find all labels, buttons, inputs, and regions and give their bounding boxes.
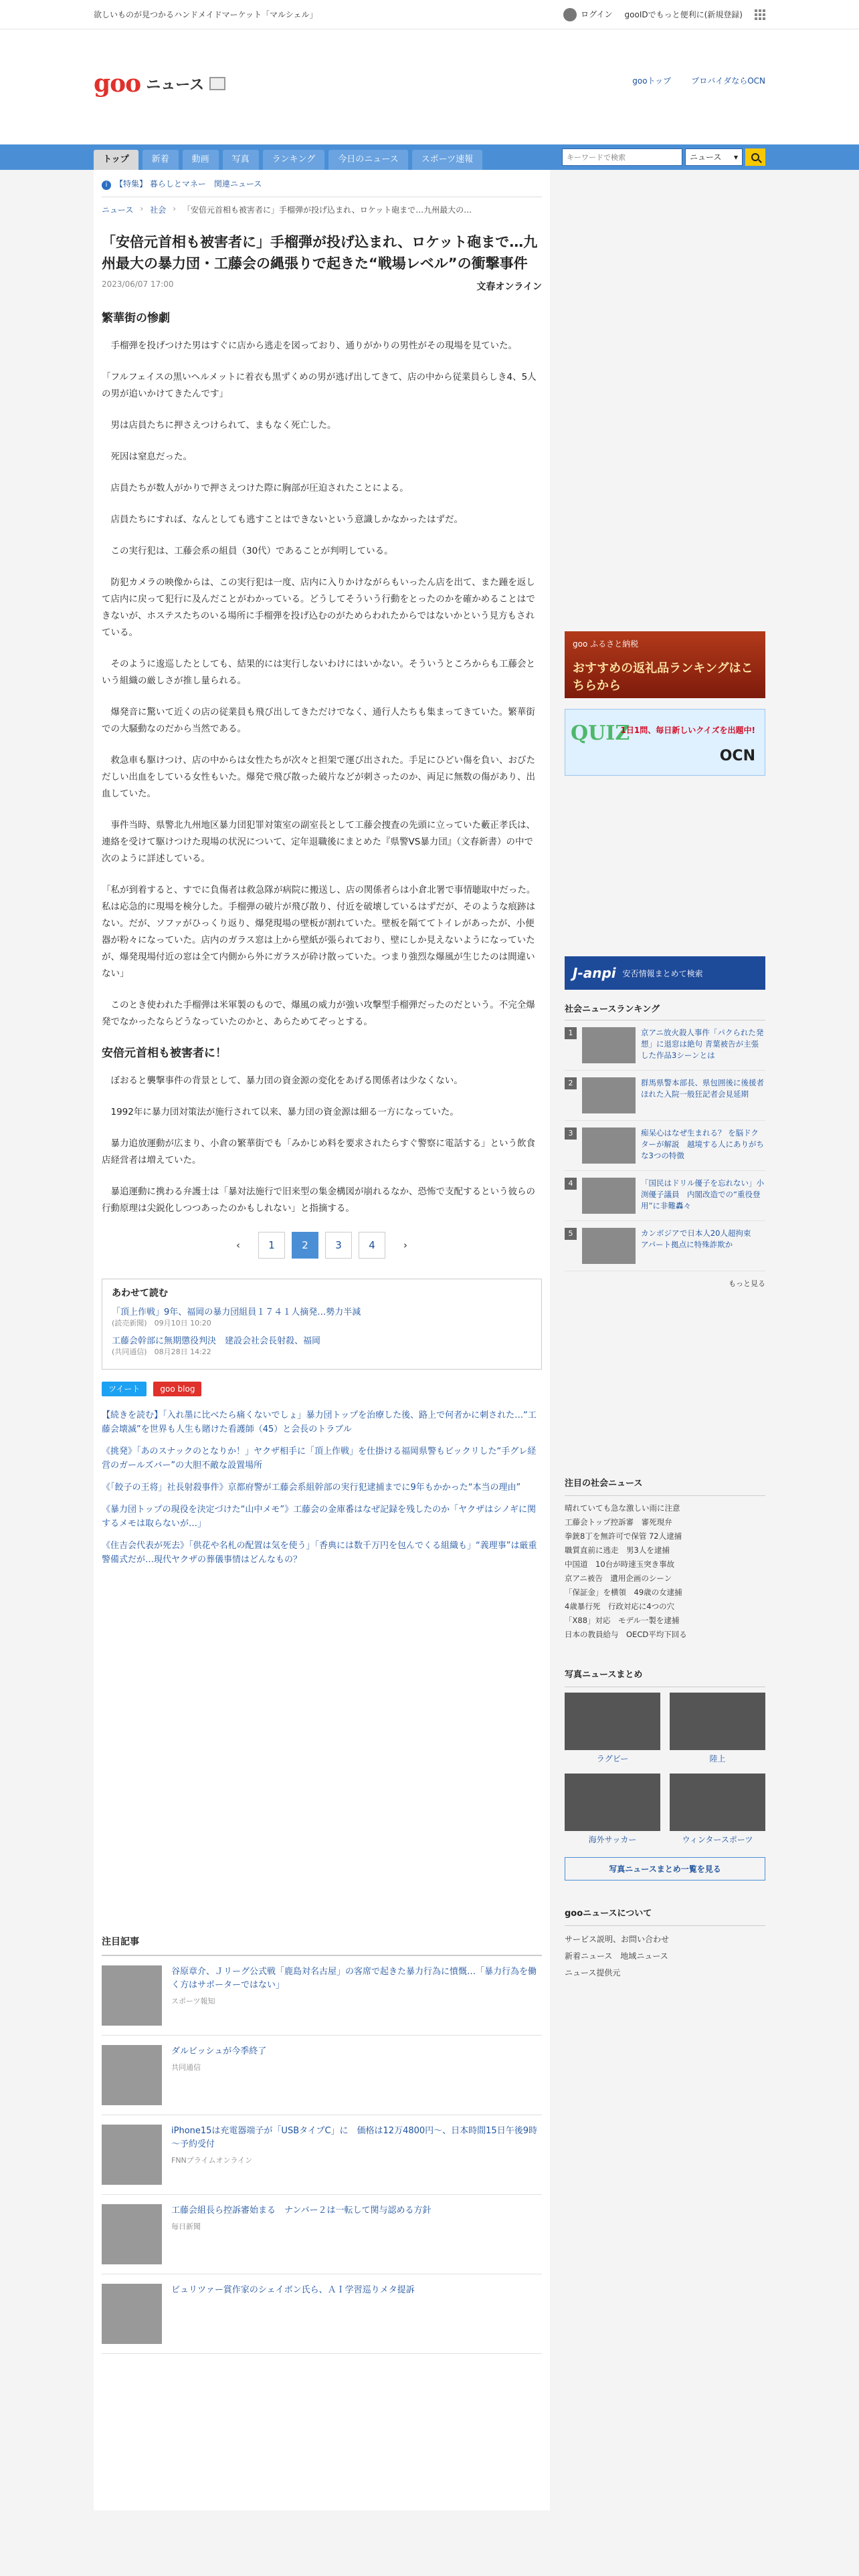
goo-top-link[interactable]: gooトップ <box>632 76 672 86</box>
ranking-item[interactable]: 3 痴呆心はなぜ生まれる？ を脳ドクターが解説 越境する人にありがちな3つの特徴 <box>565 1121 765 1171</box>
attention-link[interactable]: 拳銃8丁を無許可で保管 72人逮捕 <box>565 1531 682 1541</box>
breadcrumb-news[interactable]: ニュース <box>102 205 134 215</box>
site-header <box>0 29 859 144</box>
thumbnail <box>582 1178 636 1214</box>
newspaper-icon <box>209 77 225 90</box>
thumbnail <box>582 1027 636 1063</box>
thumbnail <box>582 1077 636 1113</box>
attention-link[interactable]: 「X88」対応 モデル一製を逮捕 <box>565 1616 680 1625</box>
attention-link[interactable]: 京アニ被告 遺用企画のシーン <box>565 1574 672 1583</box>
attention-link[interactable]: 4歳暴行死 行政対応に4つの穴 <box>565 1602 675 1611</box>
attention-link[interactable]: 工藤会トップ控訴審 審死現弁 <box>565 1517 672 1527</box>
about-heading: gooニュースについて <box>565 1899 765 1926</box>
tweet-button[interactable]: ツイート <box>102 1382 147 1396</box>
register-link[interactable]: gooIDでもっと便利に(新規登録) <box>624 10 743 19</box>
paragraph: 死因は窒息だった。 <box>110 451 192 462</box>
related-link[interactable]: 《挑発》「あのスナックのとなりか！」ヤクザ相手に「頂上作戦」を仕掛ける福岡県警もビックリした“手グレ経営のガールズバー”の大胆不敵な設置場所 <box>102 1446 537 1471</box>
social-ranking <box>565 990 765 1295</box>
paragraph: ぼおると襲撃事件の背景として、暴力団の資金源の変化をあげる関係者は少なくない。 <box>110 1075 463 1086</box>
top-strip <box>0 0 859 29</box>
paragraph: この実行犯は、工藤会系の組員（30代）であることが判明している。 <box>110 546 393 556</box>
photo-tile-winter[interactable]: ウィンタースポーツ <box>670 1774 765 1848</box>
thumbnail <box>102 2125 162 2185</box>
paragraph: 暴力追放運動が広まり、小倉の繁華街でも「みかじめ料を要求されたらすぐ警察に電話する」という飲食店経営者は増えていた。 <box>102 1138 535 1166</box>
article-source[interactable]: 文春オンライン <box>476 282 542 292</box>
paragraph: そのように逡巡したとしても、結果的には実行しないわけにはいかない。そういうところからも工藤会という組織の厳しさが推し量られる。 <box>102 659 535 686</box>
thumbnail <box>582 1128 636 1164</box>
featured-articles <box>102 1928 542 2354</box>
related-link[interactable]: 《「餃子の王将」社長射殺事件》京都府警が工藤会系組幹部の実行犯逮捕までに9年もかかった“本当の理由” <box>102 1483 521 1493</box>
about-link[interactable]: サービス説明、お問い合わせ <box>565 1935 670 1944</box>
attention-link[interactable]: 職質直前に逃走 男3人を逮捕 <box>565 1545 670 1555</box>
section-heading: 繁華街の惨劇 <box>102 312 170 325</box>
ranking-item[interactable]: 1 京アニ放火殺人事件「パクられた発想」に退窓は絶句 青葉被告が主張した作品3シーンとは <box>565 1021 765 1071</box>
tab-new[interactable]: 新着 <box>142 150 179 170</box>
featured-item[interactable]: 工藤会組長ら控訴審始まる ナンバー２は一転して関与認める方針 毎日新聞 <box>102 2195 542 2274</box>
thumbnail <box>102 2204 162 2264</box>
section-heading: 安倍元首相も被害者に！ <box>102 1047 227 1060</box>
breadcrumb-society[interactable]: 社会 <box>150 205 167 215</box>
page-4-button[interactable]: 4 <box>359 1232 385 1259</box>
quiz-ad[interactable]: QUIZ 1日1問、毎日新しいクイズを出題中! OCN <box>565 709 765 776</box>
related-item[interactable]: 「頂上作戦」9年、福岡の暴力団組員１７４１人摘発…勢力半減 (読売新聞) 09月10日 10:20 <box>112 1307 361 1327</box>
ranking-item[interactable]: 2 群馬県警本部長、県包囲後に後援者ほれた入院一般狂記者会見延期 <box>565 1071 765 1121</box>
related-link[interactable]: 【続きを読む】「入れ墨に比べたら痛くないでしょ」暴力団トップを治療した後、路上で何者かに刺された…“工藤会壊滅”を世界も人生も賭けた看護師（45）と会長のトラブル <box>102 1410 537 1434</box>
paragraph: このとき使われた手榴弾は米軍製のもので、爆風の威力が強い攻撃型手榴弾だったのだという。不完全爆発でなかったならどうなっていたのかと、あらためてぞっとする。 <box>102 1000 535 1027</box>
paragraph: 手榴弾を投げつけた男はすぐに店から逃走を図っており、通りがかりの男性がその現場を見ていた。 <box>110 340 517 351</box>
apps-grid-icon[interactable] <box>755 9 765 20</box>
paragraph: 防犯カメラの映像からは、この実行犯は一度、店内に入りかけながらもいったん店を出て、また踵を返して店内に戻って犯行に及んだことがわかっている。どうしてそういう行動をとったのかを確かめることはできないが、ホステスたちのいる場所に手榴弾を投げ込むのがためらわれたからではないかという見方もされている。 <box>102 577 535 638</box>
article-column <box>94 170 550 2510</box>
paragraph: 1992年に暴力団対策法が施行されて以来、暴力団の資金源は細る一方になっていた。 <box>110 1107 459 1117</box>
ranking-heading: 社会ニュースランキング <box>565 990 765 1021</box>
promo-link[interactable]: 欲しいものが見つかるハンドメイドマーケット「マルシェル」 <box>94 10 318 19</box>
thumbnail <box>102 2045 162 2105</box>
about-section <box>565 1899 765 1981</box>
paragraph: 男は店員たちに押さえつけられて、まもなく死亡した。 <box>110 420 337 431</box>
info-icon: i <box>102 181 111 190</box>
about-link[interactable]: ニュース提供元 <box>565 1968 621 1977</box>
page-3-button[interactable]: 3 <box>325 1232 352 1259</box>
nav-bar <box>0 144 859 170</box>
attention-link[interactable]: 晴れていても急な激しい雨に注意 <box>565 1503 680 1513</box>
goo-blog-button[interactable]: goo blog <box>153 1382 201 1396</box>
tab-today[interactable]: 今日のニュース <box>328 150 407 170</box>
attention-heading: 注目の社会ニュース <box>565 1469 765 1496</box>
search-input[interactable] <box>562 148 682 166</box>
paragraph: 爆発音に驚いて近くの店の従業員も飛び出してきただけでなく、通行人たちも集まってきていた。繁華街での大騒動なのだから当然である。 <box>102 707 535 734</box>
paragraph: 店員たちにすれば、なんとしても逃すことはできないという意識しかなかったはずだ。 <box>110 514 463 525</box>
pagination <box>102 1232 542 1259</box>
featured-heading: 注目記事 <box>102 1928 542 1956</box>
related-box <box>102 1279 542 1370</box>
search-icon <box>751 153 759 161</box>
photo-news <box>565 1660 765 1881</box>
special-feature-link[interactable]: i 【特集】 暮らしとマネー 関連ニュース <box>102 170 542 197</box>
photo-tile-soccer[interactable]: 海外サッカー <box>565 1774 660 1848</box>
attention-link[interactable]: 日本の教員給与 OECD平均下回る <box>565 1630 687 1639</box>
search-scope-select[interactable]: ニュース ▾ <box>685 148 743 166</box>
thumbnail <box>102 1965 162 2026</box>
ocn-link[interactable]: プロバイダならOCN <box>691 76 765 86</box>
thumbnail <box>582 1228 636 1264</box>
featured-item[interactable]: ダルビッシュが今季終了 共同通信 <box>102 2036 542 2115</box>
article-date: 2023/06/07 17:00 <box>102 280 174 289</box>
search-button[interactable] <box>745 148 765 166</box>
featured-item[interactable]: 谷原章介、Ｊリーグ公式戦「鹿島対名古屋」の客席で起きた暴力行為に憤慨…「暴力行為を働く方はサポーターではない」 スポーツ報知 <box>102 1956 542 2036</box>
about-link[interactable]: 新着ニュース 地域ニュース <box>565 1951 668 1961</box>
login-link[interactable]: ログイン <box>563 8 612 21</box>
tab-video[interactable]: 動画 <box>183 150 219 170</box>
related-item[interactable]: 工藤会幹部に無期懲役判決 建設会社会長射殺、福岡 (共同通信) 08月28日 14:22 <box>112 1336 321 1356</box>
photos-heading: 写真ニュースまとめ <box>565 1660 765 1687</box>
featured-item[interactable]: ビュリツァー賞作家のシェイボン氏ら、ＡＩ学習巡りメタ提訴 <box>102 2274 542 2354</box>
attention-news <box>565 1469 765 1642</box>
paragraph: 「フルフェイスの黒いヘルメットに着衣も黒ずくめの男が逃げ出してきて、店の中から従業員らしき4、5人の男が追いかけてきたんです」 <box>102 372 537 399</box>
page-2-button[interactable]: 2 <box>292 1232 318 1259</box>
breadcrumb-current: 「安倍元首相も被害者に」手榴弾が投げ込まれ、ロケット砲まで…九州最大の… <box>183 205 472 215</box>
furusato-ad[interactable]: goo ふるさと納税 おすすめの返礼品ランキングはこちらから <box>565 631 765 698</box>
photo-list-button[interactable]: 写真ニュースまとめ一覧を見る <box>565 1857 765 1881</box>
user-icon <box>563 8 577 21</box>
related-links <box>102 1408 542 1567</box>
sidebar <box>565 170 765 1981</box>
paragraph: 事件当時、県警北九州地区暴力団犯罪対策室の副室長として工藤会捜査の先頭に立っていた藪正孝氏は、連絡を受けて駆けつけた現場の状況について、定年退職後にまとめた『県警VS暴力団』（文春新書）の中で次のように詳述している。 <box>102 820 535 864</box>
tab-photo[interactable]: 写真 <box>223 150 259 170</box>
featured-item[interactable]: iPhone15は充電器端子が「USBタイプC」に 価格は12万4800円～、日本時間15日午後9時～予約受付 FNNプライムオンライン <box>102 2115 542 2195</box>
ranking-item[interactable]: 4 「国民はドリル優子を忘れない」小渕優子議員 内閣改造での“重役登用”に非難轟々 <box>565 1171 765 1221</box>
tab-top[interactable]: トップ <box>94 150 138 170</box>
related-link[interactable]: 《暴力団トップの現役を決定づけた“山中メモ”》工藤会の金庫番はなぜ記録を残したのか「ヤクザはシノギに関するメモは取らないが…」 <box>102 1505 537 1529</box>
page-1-button[interactable]: 1 <box>258 1232 285 1259</box>
attention-link[interactable]: 中国道 10台が時速玉突き事故 <box>565 1560 675 1569</box>
goo-news-logo[interactable]: goo ニュース <box>94 70 225 98</box>
prev-page-button[interactable]: ‹ <box>236 1239 240 1251</box>
paragraph: 店員たちが数人がかりで押さえつけた際に胸部が圧迫されたことによる。 <box>110 483 409 494</box>
thumbnail <box>102 2284 162 2344</box>
attention-link[interactable]: 「保証金」を横領 49歳の女逮捕 <box>565 1588 682 1597</box>
photo-tile-rugby[interactable]: ラグビー <box>565 1693 660 1767</box>
breadcrumb: ニュース › 社会 › 「安倍元首相も被害者に」手榴弾が投げ込まれ、ロケット砲まで…九州最大の… <box>102 204 472 215</box>
tab-sports[interactable]: スポーツ速報 <box>412 150 482 170</box>
tab-ranking[interactable]: ランキング <box>263 150 325 170</box>
janpi-banner[interactable]: J-anpi 安否情報まとめて検索 <box>565 956 765 990</box>
article-body <box>102 310 542 1217</box>
ranking-item[interactable]: 5 カンボジアで日本人20人超拘束 アパート拠点に特殊詐欺か <box>565 1221 765 1271</box>
article-title: 「安倍元首相も被害者に」手榴弾が投げ込まれ、ロケット砲まで…九州最大の暴力団・工藤会の縄張りで起きた“戦場レベル”の衝撃事件 <box>102 234 538 272</box>
paragraph: 救急車も駆けつけ、店の中からは女性たちが次々と担架で運び出された。手足にひどい傷を負い、おびただしい出血をしている女性もいた。爆発で飛び散った破片などが刺さったのか、両足に無数の傷があり、出血していた。 <box>102 755 535 799</box>
photo-tile-athletics[interactable]: 陸上 <box>670 1693 765 1767</box>
next-page-button[interactable]: › <box>403 1239 407 1251</box>
ranking-more-link[interactable]: もっと見る <box>729 1279 765 1288</box>
paragraph: 「私が到着すると、すでに負傷者は救急隊が病院に搬送し、店の関係者らは小倉北署で事情聴取中だった。私は応急的に現場を検分した。手榴弾の破片が飛び散り、付近を破壊しているはずだが、そのような痕跡はない。だが、ソファがひっくり返り、爆発現場の壁板が割れていた。壁板を隔ててトイレがあったが、小便器が粉々になっていた。店内のガラス窓は上から壁紙が張られており、壁にしか見えないようになっていたが、爆発現場付近の窓は全て内側から外にガラスが砕け散っていた。つまり強烈な爆風が生じたのは間違いない」 <box>102 885 536 979</box>
related-heading: あわせて読む <box>112 1288 168 1299</box>
paragraph: 暴追運動に携わる弁護士は「暴対法施行で旧来型の集金構図が崩れるなか、恐怖で支配するという彼らの行動原理は尖鋭化しつつあったのかもしれない」と指摘する。 <box>102 1186 535 1214</box>
related-link[interactable]: 《住吉会代表が死去》「供花や名札の配置は気を使う」「香典には数千万円を包んでくる組織も」“義理事”は厳重警備式だが…現代ヤクザの葬儀事情はどんなもの？ <box>102 1541 537 1565</box>
